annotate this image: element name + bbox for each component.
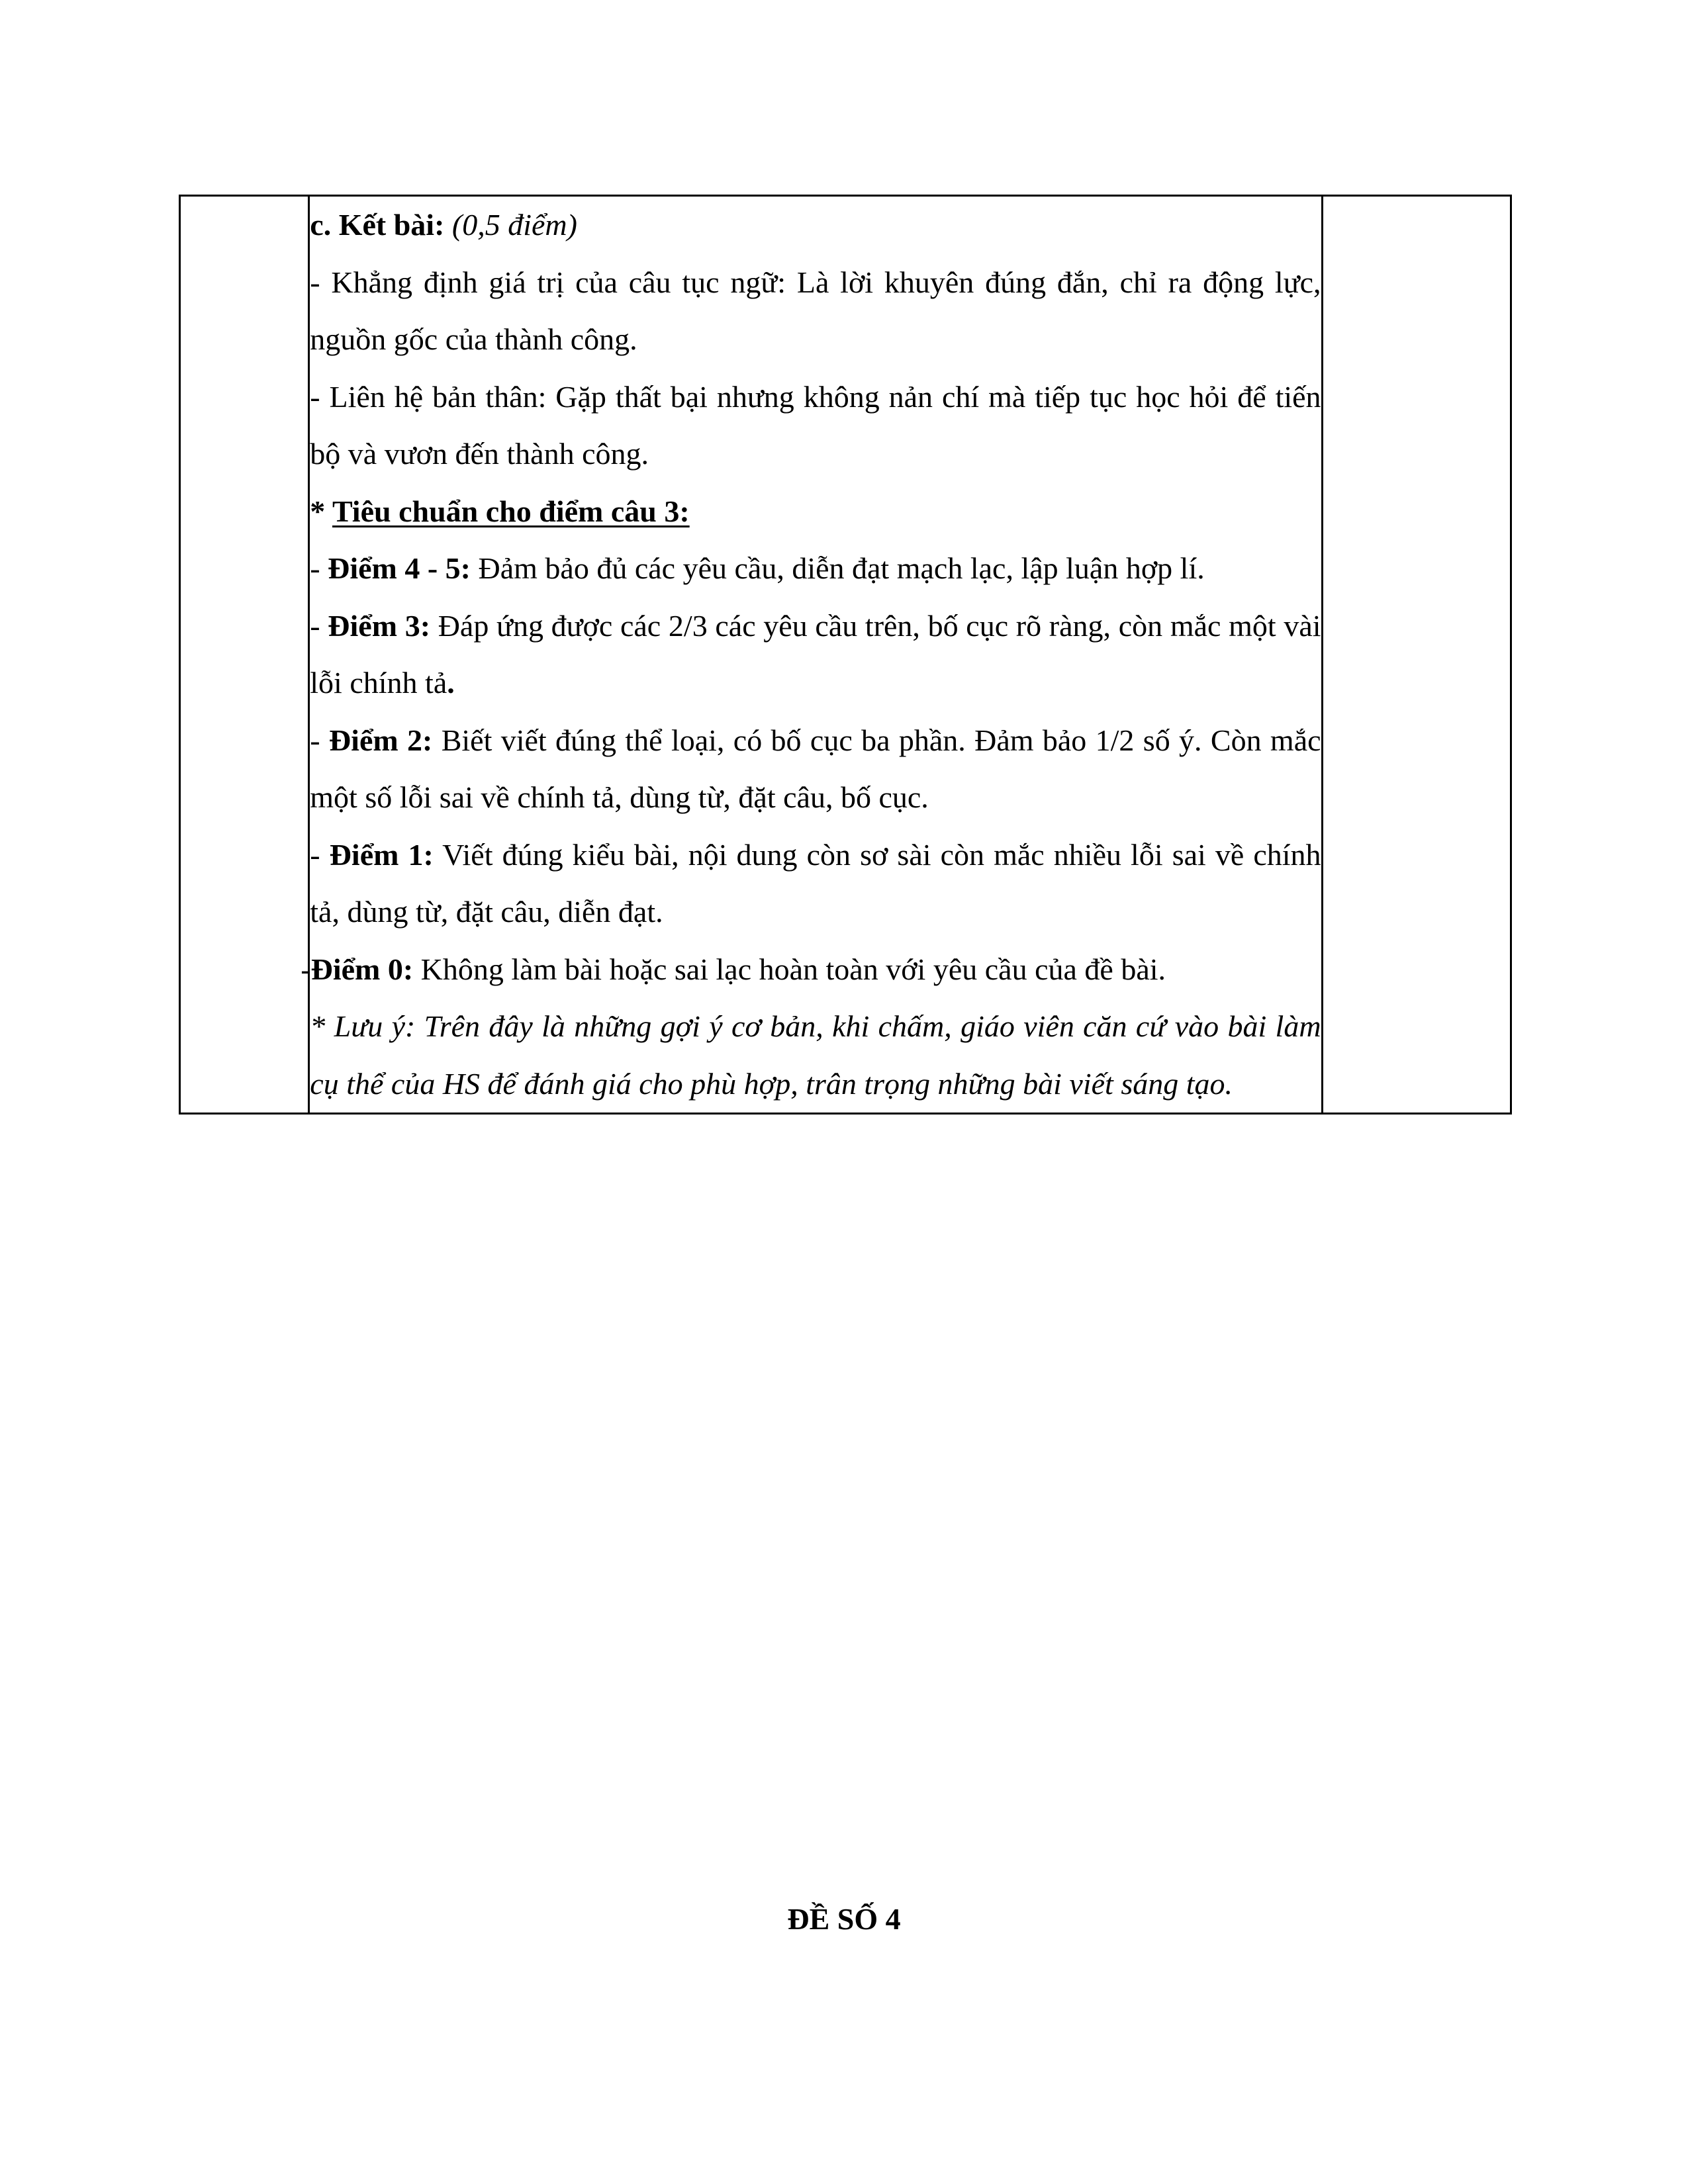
criteria-item-prefix: -	[310, 837, 330, 872]
section-c-heading: c. Kết bài:	[310, 208, 445, 242]
question-column-cell	[180, 196, 309, 1114]
section-c-score: (0,5 điểm)	[451, 208, 577, 242]
table-row	[180, 196, 1511, 1114]
criteria-item-prefix: -	[310, 608, 328, 643]
criteria-item-suffix: .	[447, 666, 455, 700]
criteria-item-label: Điểm 2:	[328, 723, 433, 757]
criteria-item-text: Viết đúng kiểu bài, nội dung còn sơ sài còn mắc nhiều lỗi sai về chính tả, dùng từ, đặt câu, diễn đạt.	[310, 837, 1321, 929]
score-column-cell	[1322, 196, 1511, 1114]
criteria-item-4-5	[310, 540, 1321, 598]
criteria-item-label: Điểm 4 - 5:	[328, 551, 471, 585]
criteria-item-label: Điểm 1:	[329, 837, 434, 872]
criteria-item-label: Điểm 3:	[328, 608, 431, 643]
grading-table	[179, 195, 1512, 1115]
criteria-item-text: Biết viết đúng thể loại, có bố cục ba phần. Đảm bảo 1/2 số ý. Còn mắc một số lỗi sai về chính tả, dùng từ, đặt câu, bố cục.	[310, 723, 1321, 814]
criteria-heading-prefix: *	[310, 494, 332, 528]
section-c-point-2: - Liên hệ bản thân: Gặp thất bại nhưng không nản chí mà tiếp tục học hỏi để tiến bộ và vươn đến thành công.	[310, 379, 1321, 471]
criteria-item-text: Không làm bài hoặc sai lạc hoàn toàn với yêu cầu của đề bài.	[413, 952, 1166, 986]
criteria-item-label: Điểm 0:	[310, 952, 414, 986]
criteria-item-0	[301, 941, 1321, 999]
criteria-item-text: Đảm bảo đủ các yêu cầu, diễn đạt mạch lạc, lập luận hợp lí.	[470, 551, 1205, 585]
criteria-heading: Tiêu chuẩn cho điểm câu 3:	[332, 494, 690, 528]
criteria-item-3	[310, 598, 1321, 712]
grading-note: * Lưu ý: Trên đây là những gợi ý cơ bản, khi chấm, giáo viên căn cứ vào bài làm cụ thể của HS để đánh giá cho phù hợp, trân trọng những bài viết sáng tạo.	[310, 1009, 1321, 1101]
criteria-item-2	[310, 712, 1321, 827]
criteria-item-text: Đáp ứng được các 2/3 các yêu cầu trên, bố cục rõ ràng, còn mắc một vài lỗi chính tả	[310, 608, 1321, 700]
section-c-heading-line	[310, 197, 1321, 254]
answer-content-cell	[301, 196, 1322, 1114]
criteria-item-1	[310, 827, 1321, 941]
exam-number-title: ĐỀ SỐ 4	[787, 1902, 901, 1936]
criteria-item-prefix: -	[301, 952, 311, 986]
criteria-item-prefix: -	[310, 551, 328, 585]
section-c-point-1: - Khẳng định giá trị của câu tục ngữ: Là lời khuyên đúng đắn, chỉ ra động lực, nguồn gốc của thành công.	[310, 265, 1321, 356]
criteria-item-prefix: -	[310, 723, 329, 757]
answer-content	[301, 197, 1321, 1113]
criteria-heading-line	[310, 483, 1321, 541]
